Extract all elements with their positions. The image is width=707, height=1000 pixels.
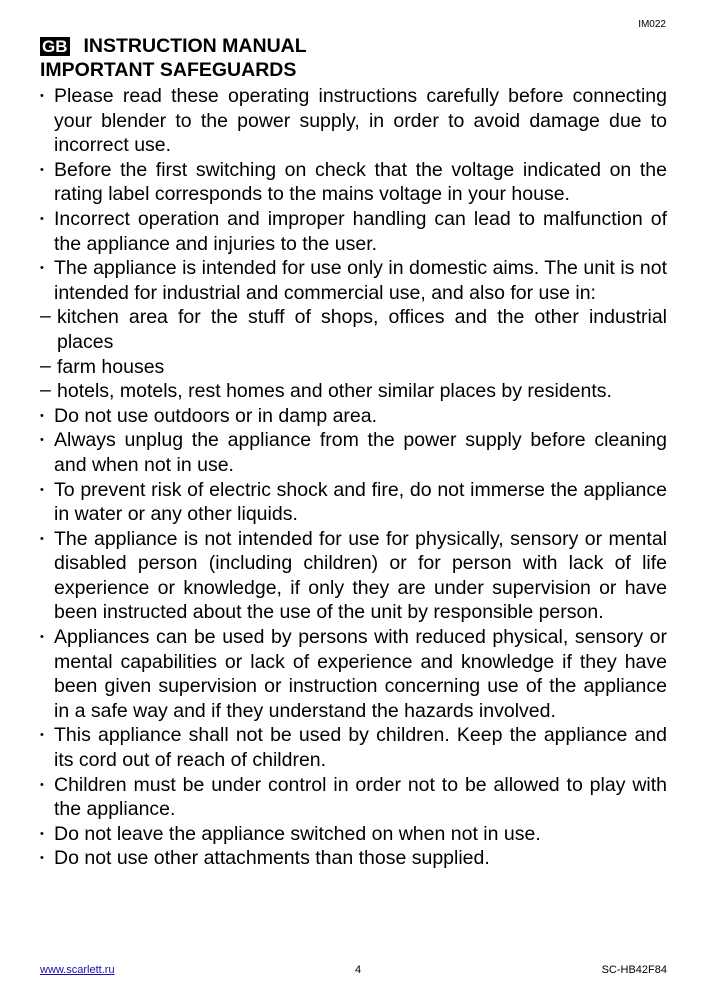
item-text: kitchen area for the stuff of shops, offices and the other industrial places <box>57 306 667 353</box>
item-text: Before the first switching on check that the voltage indicated on the rating label corresponds to the mains voltage in your house. <box>54 158 667 206</box>
item-text: This appliance shall not be used by children. Keep the appliance and its cord out of reach of children. <box>54 724 667 772</box>
bullet-marker: • <box>40 729 44 742</box>
title-block <box>40 34 667 82</box>
bullet-marker: • <box>40 852 44 865</box>
item-text: Please read these operating instructions carefully before connecting your blender to the power supply, in order to avoid damage due to incorrect use. <box>54 85 667 157</box>
document-code: IM022 <box>638 19 666 30</box>
bullet-marker: • <box>40 434 44 447</box>
dash-marker: – <box>40 379 51 402</box>
item-text: hotels, motels, rest homes and other similar places by residents. <box>57 380 612 403</box>
item-text: To prevent risk of electric shock and fire, do not immerse the appliance in water or any other liquids. <box>54 478 667 526</box>
list-item <box>40 428 667 477</box>
bullet-marker: • <box>40 483 44 496</box>
bullet-marker: • <box>40 409 44 422</box>
bullet-marker: • <box>40 90 44 102</box>
list-item <box>40 527 667 625</box>
sub-list-item <box>40 305 667 354</box>
page-number: 4 <box>355 964 362 976</box>
language-badge: GB <box>42 36 68 56</box>
item-text: Children must be under control in order not to be allowed to play with the appliance. <box>54 773 667 821</box>
dash-marker: – <box>40 354 51 377</box>
list-item <box>40 773 667 822</box>
item-text: farm houses <box>57 355 165 378</box>
section-heading: IMPORTANT SAFEGUARDS <box>40 59 297 81</box>
bullet-marker: • <box>40 163 44 176</box>
bullet-marker: • <box>40 827 44 840</box>
item-text: Do not use outdoors or in damp area. <box>54 404 378 427</box>
list-item <box>40 158 667 207</box>
dash-marker: – <box>40 305 51 328</box>
model-number: SC-HB42F84 <box>601 964 667 976</box>
list-item <box>40 822 667 847</box>
safeguards-list <box>40 84 667 871</box>
manual-title: INSTRUCTION MANUAL <box>83 35 307 57</box>
item-text: The appliance is intended for use only in domestic aims. The unit is not intended for industrial and commercial use, and also for use in: <box>54 257 667 304</box>
item-text: The appliance is not intended for use for physically, sensory or mental disabled person (including children) or for person with lack of life experience or knowledge, if only they are under supervision or have been instructed about the use of the unit by responsible person. <box>54 527 667 624</box>
bullet-marker: • <box>40 262 44 275</box>
bullet-marker: • <box>40 631 44 644</box>
page-footer <box>40 964 667 976</box>
bullet-marker: • <box>40 212 44 225</box>
list-item <box>40 478 667 527</box>
title-row <box>40 34 667 58</box>
item-text: Incorrect operation and improper handling can lead to malfunction of the appliance and injuries to the user. <box>54 207 667 255</box>
item-text: Do not use other attachments than those supplied. <box>54 847 490 870</box>
list-item <box>40 723 667 772</box>
item-text: Always unplug the appliance from the power supply before cleaning and when not in use. <box>54 429 667 476</box>
list-item <box>40 84 667 158</box>
list-item <box>40 846 667 871</box>
item-text: Do not leave the appliance switched on when not in use. <box>54 822 541 845</box>
list-item <box>40 256 667 305</box>
sub-list-item <box>40 379 667 404</box>
sub-list-item <box>40 355 667 380</box>
bullet-marker: • <box>40 532 44 545</box>
list-item <box>40 625 667 723</box>
item-text: Appliances can be used by persons with reduced physical, sensory or mental capabilities or lack of experience and knowledge if they have been given supervision or instruction concerning use of the appliance in a safe way and if they understand the hazards involved. <box>54 626 667 722</box>
bullet-marker: • <box>40 778 44 791</box>
list-item <box>40 404 667 429</box>
website-link[interactable]: www.scarlett.ru <box>40 964 115 976</box>
list-item <box>40 207 667 256</box>
